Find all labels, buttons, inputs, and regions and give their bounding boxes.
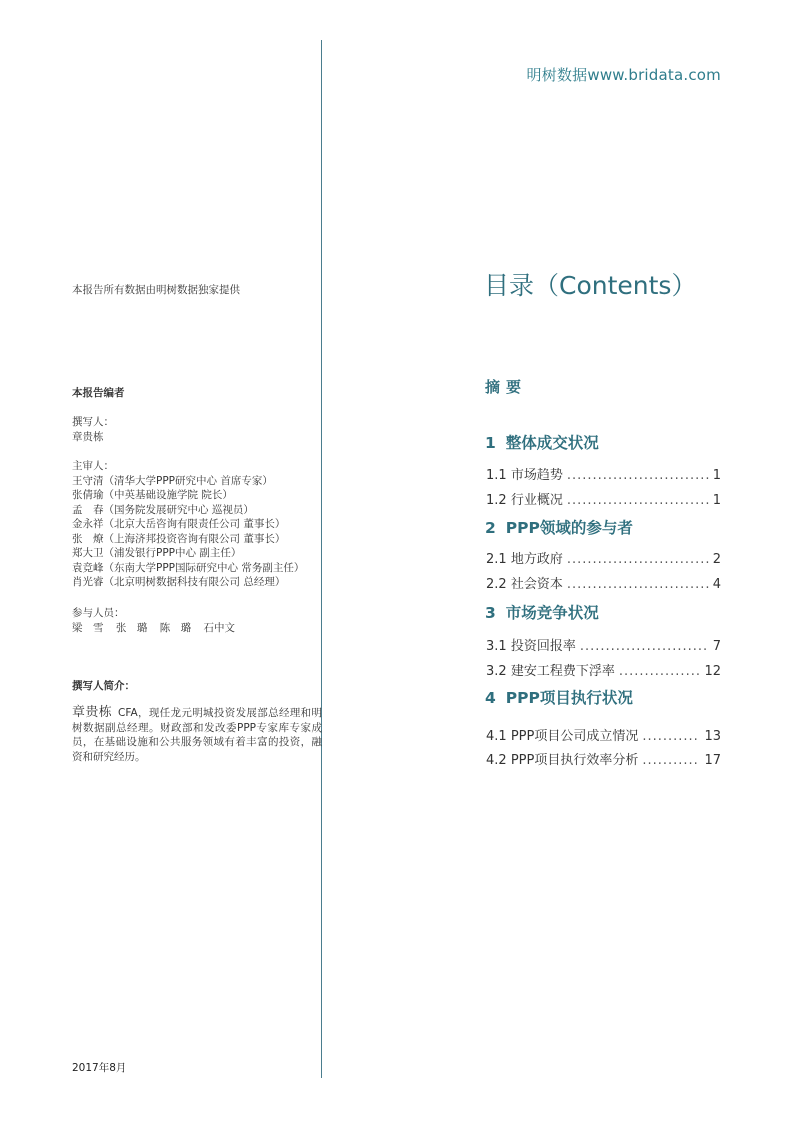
participant-block — [72, 606, 244, 635]
section-title: 市场竞争状况 — [505, 604, 599, 622]
reviewer-item: 王守清（清华大学PPP研究中心 首席专家） — [72, 474, 273, 487]
reviewer-item: 金永祥（北京大岳咨询有限责任公司 董事长） — [72, 518, 286, 530]
entry-page: 12 — [704, 664, 721, 679]
leader-dots — [567, 577, 709, 592]
toc-entry[interactable] — [486, 635, 721, 654]
entry-label: 地方政府 — [510, 552, 563, 567]
reviewer-item: 张倩瑜（中英基础设施学院 院长） — [72, 489, 233, 501]
toc-entry[interactable] — [486, 464, 721, 483]
toc-entry[interactable] — [486, 573, 721, 592]
reviewer-block — [72, 459, 304, 590]
entry-page: 17 — [704, 753, 721, 768]
leader-dots — [567, 468, 709, 483]
bio-name: 章贵栋 — [72, 705, 113, 720]
reviewer-item: 孟 春（国务院发展研究中心 巡视员） — [72, 503, 254, 516]
entry-page: 1 — [712, 468, 721, 483]
leader-dots — [567, 552, 709, 567]
reviewer-list — [72, 474, 304, 590]
writer-bio — [72, 706, 322, 764]
participant-name: 陈 璐 — [159, 621, 192, 634]
section-title: PPP领域的参与者 — [505, 519, 633, 537]
entry-page: 2 — [712, 552, 721, 567]
participant-names — [72, 621, 244, 636]
entry-page: 1 — [712, 493, 721, 508]
entry-page: 13 — [704, 729, 721, 744]
participant-name: 张 璐 — [115, 621, 148, 634]
entry-label: 社会资本 — [510, 577, 563, 592]
entry-label: PPP项目执行效率分析 — [510, 753, 639, 768]
toc-section-1[interactable] — [485, 431, 599, 453]
report-date: 2017年8月 — [72, 1062, 127, 1074]
entry-page: 4 — [712, 577, 721, 592]
section-number: 1 — [485, 434, 496, 452]
section-title: 整体成交状况 — [505, 434, 599, 452]
reviewer-item: 袁竞峰（东南大学PPP国际研究中心 常务副主任） — [72, 561, 305, 574]
toc-section-3[interactable] — [485, 601, 599, 623]
bio-heading: 撰写人简介： — [72, 680, 135, 692]
bio-text: CFA，现任龙元明城投资发展部总经理和明树数据副总经理。财政部和发改委PPP专家库专家成员，在基础设施和公共服务领域有着丰富的投资，融资和研究经历。 — [72, 707, 322, 763]
section-number: 3 — [485, 604, 496, 622]
entry-label: 投资回报率 — [510, 639, 576, 654]
toc-entry[interactable] — [486, 660, 721, 679]
toc-title: 目录（Contents） — [484, 271, 697, 300]
writer-label: 撰写人： — [72, 416, 114, 428]
entry-number: 4.1 — [486, 729, 507, 744]
entry-label: PPP项目公司成立情况 — [510, 729, 639, 744]
writer-name: 章贵栋 — [72, 430, 104, 443]
brand-link[interactable]: 明树数据www.bridata.com — [526, 66, 721, 84]
toc-section-4[interactable] — [485, 686, 633, 708]
leader-dots — [642, 729, 700, 744]
toc-entry[interactable] — [486, 725, 721, 744]
data-source-note: 本报告所有数据由明树数据独家提供 — [72, 284, 240, 296]
entry-number: 3.1 — [486, 639, 507, 654]
entry-number: 2.1 — [486, 552, 507, 567]
reviewer-item: 肖光睿（北京明树数据科技有限公司 总经理） — [72, 576, 286, 588]
entry-number: 4.2 — [486, 753, 507, 768]
entry-page: 7 — [712, 639, 721, 654]
section-number: 2 — [485, 519, 496, 537]
entry-label: 市场趋势 — [510, 468, 563, 483]
entry-label: 建安工程费下浮率 — [510, 664, 615, 679]
entry-number: 3.2 — [486, 664, 507, 679]
toc-entry[interactable] — [486, 489, 721, 508]
entry-number: 1.2 — [486, 493, 507, 508]
writer-block — [72, 415, 114, 444]
reviewer-item: 张 燎（上海济邦投资咨询有限公司 董事长） — [72, 532, 286, 545]
leader-dots — [619, 664, 701, 679]
leader-dots — [642, 753, 700, 768]
toc-section-2[interactable] — [485, 516, 633, 538]
toc-entry[interactable] — [486, 749, 721, 768]
toc-entry[interactable] — [486, 548, 721, 567]
leader-dots — [580, 639, 709, 654]
entry-label: 行业概况 — [510, 493, 563, 508]
toc-summary-link[interactable]: 摘要 — [485, 378, 528, 396]
entry-number: 2.2 — [486, 577, 507, 592]
leader-dots — [567, 493, 709, 508]
participant-name: 梁 雪 — [72, 621, 104, 634]
reviewer-label: 主审人： — [72, 460, 114, 472]
editors-heading: 本报告编者 — [72, 387, 125, 399]
participant-name: 石中文 — [203, 621, 236, 634]
participant-label: 参与人员： — [72, 607, 125, 619]
entry-number: 1.1 — [486, 468, 507, 483]
section-number: 4 — [485, 689, 496, 707]
reviewer-item: 郑大卫（浦发银行PPP中心 副主任） — [72, 547, 242, 559]
section-title: PPP项目执行状况 — [505, 689, 633, 707]
vertical-divider — [321, 40, 322, 1078]
